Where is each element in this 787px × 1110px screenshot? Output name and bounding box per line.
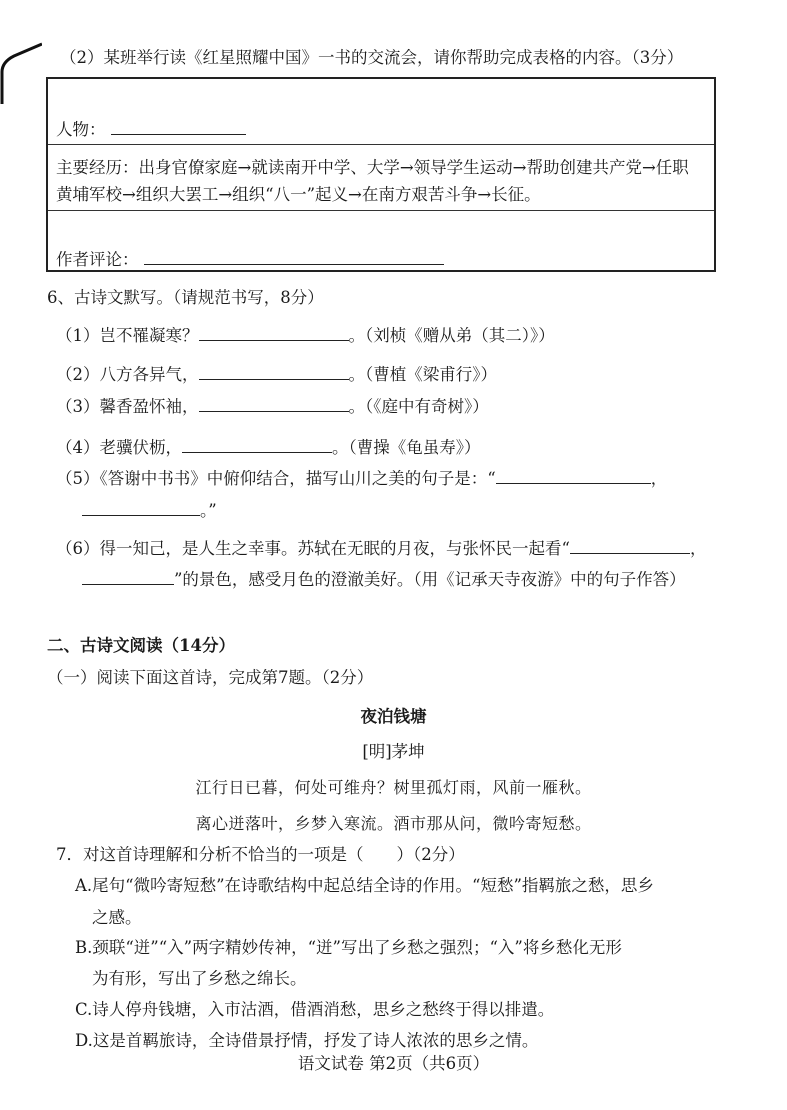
poem-title: 夜泊钱塘 — [360, 707, 427, 726]
q6-item-5-comma: ， — [650, 469, 668, 488]
comment-row — [56, 246, 444, 270]
comment-blank[interactable] — [144, 250, 444, 265]
poem-author: [明]茅坤 — [362, 742, 425, 761]
q7-option-b-line-2: 为有形，写出了乡愁之绵长。 — [92, 969, 307, 988]
q6-item-5-line-2 — [82, 497, 217, 521]
q7-option-a-line-1: A.尾句“微吟寄短愁”在诗歌结构中起总结全诗的作用。“短愁”指羁旅之愁，思乡 — [75, 876, 654, 895]
q7-option-d: D.这是首羁旅诗，全诗借景抒情，抒发了诗人浓浓的思乡之情。 — [75, 1031, 539, 1050]
q6-item-2 — [56, 361, 497, 385]
q6-item-6-rest: ”的景色，感受月色的澄澈美好。（用《记承天寺夜游》中的句子作答） — [174, 570, 686, 589]
section-2-sub: （一）阅读下面这首诗，完成第7题。（2分） — [47, 668, 374, 687]
person-blank[interactable] — [111, 120, 246, 135]
q6-item-4-before: （4）老骥伏枥， — [56, 438, 182, 457]
q6-item-3 — [56, 393, 489, 417]
experience-line-1: 主要经历：出身官僚家庭→就读南开中学、大学→领导学生运动→帮助创建共产党→任职 — [56, 158, 689, 177]
q7-option-c: C.诗人停舟钱塘，入市沽酒，借酒消愁，思乡之愁终于得以排遣。 — [75, 1000, 555, 1019]
q6-item-6-comma: ， — [689, 539, 707, 558]
q7-stem: 7．对这首诗理解和分析不恰当的一项是（ ）（2分） — [56, 845, 465, 864]
page-footer: 语文试卷 第2页（共6页） — [297, 1054, 490, 1073]
q6-item-5-blank-1[interactable] — [496, 469, 651, 484]
table-divider — [48, 210, 714, 211]
q6-item-3-after: 。（《庭中有奇树》） — [348, 397, 489, 416]
person-label: 人物： — [56, 120, 106, 139]
q6-item-1 — [56, 322, 555, 346]
section-2-heading: 二、古诗文阅读（14分） — [47, 636, 235, 655]
q5-2-prompt: （2）某班举行读《红星照耀中国》一书的交流会，请你帮助完成表格的内容。（3分） — [60, 48, 684, 67]
q6-item-1-after: 。（刘桢《赠从弟（其二）》） — [348, 326, 555, 345]
info-table — [46, 77, 716, 272]
q6-item-6-line-2 — [82, 566, 686, 590]
q6-item-5-text: （5）《答谢中书书》中俯仰结合，描写山川之美的句子是：“ — [56, 469, 496, 488]
poem-line-2: 离心迸落叶，乡梦入寒流。酒市那从问，微吟寄短愁。 — [195, 814, 592, 833]
q7-option-a-line-2: 之感。 — [92, 908, 142, 927]
q6-item-6-blank-2[interactable] — [82, 570, 174, 585]
q7-option-b-line-1: B.颈联“迸”“入”两字精妙传神，“迸”写出了乡愁之强烈；“入”将乡愁化无形 — [75, 938, 622, 957]
q6-item-2-blank[interactable] — [199, 365, 349, 380]
q6-item-6-blank-1[interactable] — [570, 539, 690, 554]
poem-line-1: 江行日已暮，何处可维舟？树里孤灯雨，风前一雁秋。 — [195, 778, 592, 797]
q6-item-5-line-1 — [56, 465, 667, 489]
q6-item-5-end: 。” — [200, 501, 217, 520]
q6-item-1-before: （1）岂不罹凝寒？ — [56, 326, 199, 345]
q6-item-6-text: （6）得一知己，是人生之幸事。苏轼在无眠的月夜，与张怀民一起看“ — [56, 539, 570, 558]
q6-item-6-line-1 — [56, 535, 706, 559]
q6-item-3-before: （3）馨香盈怀袖， — [56, 397, 199, 416]
corner-bracket-mark — [0, 42, 42, 106]
table-divider — [48, 144, 714, 145]
person-row — [56, 116, 246, 140]
experience-line-2: 黄埔军校→组织大罢工→组织“八一”起义→在南方艰苦斗争→长征。 — [56, 185, 541, 204]
q6-heading: 6、古诗文默写。（请规范书写，8分） — [47, 288, 324, 307]
q6-item-4 — [56, 434, 481, 458]
q6-item-3-blank[interactable] — [199, 397, 349, 412]
q6-item-2-before: （2）八方各异气， — [56, 365, 199, 384]
comment-label: 作者评论： — [56, 250, 139, 269]
q6-item-2-after: 。（曹植《梁甫行》） — [348, 365, 497, 384]
q6-item-1-blank[interactable] — [199, 326, 349, 341]
q6-item-4-after: 。（曹操《龟虽寿》） — [332, 438, 481, 457]
q6-item-4-blank[interactable] — [182, 438, 332, 453]
q6-item-5-blank-2[interactable] — [82, 501, 200, 516]
